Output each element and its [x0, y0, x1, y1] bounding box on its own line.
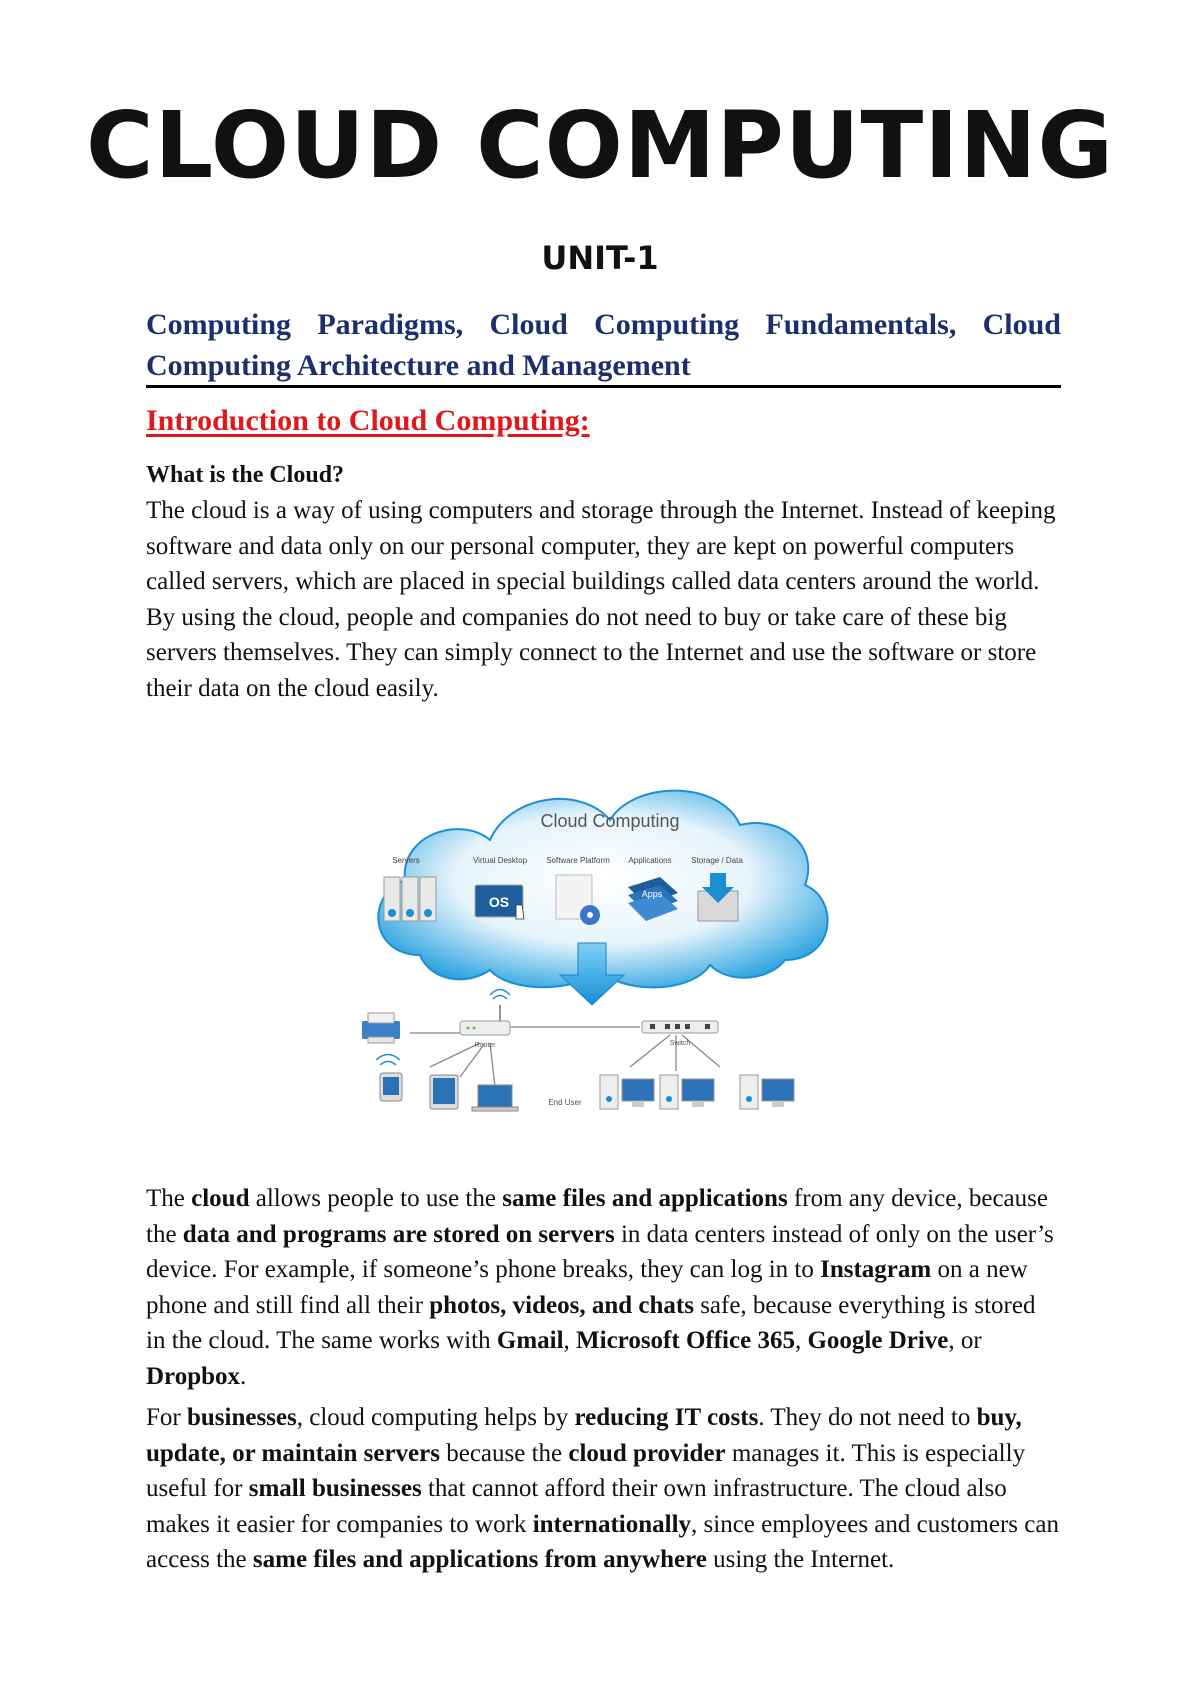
virtual-desktop-icon — [475, 885, 524, 919]
bold-run: photos, videos, and chats — [429, 1291, 694, 1319]
bold-run: reducing IT costs — [574, 1404, 759, 1431]
printer-icon — [362, 1013, 400, 1043]
text-run: . They do not need to — [758, 1404, 977, 1431]
text-run: , since employees and customers can access the — [146, 1510, 1059, 1573]
paragraph-2 — [146, 1181, 1061, 1394]
bold-run: internationally — [532, 1510, 692, 1538]
bold-run: businesses — [186, 1404, 297, 1431]
bold-run: cloud provider — [568, 1439, 726, 1467]
text-run: that cannot afford their own infrastructure. The cloud also makes it easier for companies to work — [146, 1475, 1007, 1538]
unit-subtitle: Computing Paradigms, Cloud Computing Fundamentals, Cloud Computing Architecture and Management — [146, 308, 1061, 382]
category-servers: Servers — [392, 856, 420, 865]
text-run: from any device, because the — [146, 1185, 1048, 1248]
text-run: on a new phone and still find all their — [146, 1256, 1028, 1319]
text-run: using the Internet. — [706, 1546, 895, 1573]
text-run: manages it. This is especially useful for — [146, 1439, 1026, 1502]
text-run: , or — [948, 1327, 982, 1354]
category-applications: Applications — [628, 856, 672, 865]
question-heading: What is the Cloud? — [146, 462, 345, 488]
bold-run: Gmail — [496, 1327, 564, 1354]
servers-icon — [384, 877, 436, 921]
desktop-computer-icon — [660, 1075, 714, 1109]
desktop-computer-icon — [740, 1075, 794, 1109]
bold-run: Microsoft Office 365 — [576, 1327, 795, 1354]
bold-run: data and programs are stored on servers — [182, 1220, 615, 1248]
phone-icon — [376, 1055, 402, 1102]
laptop-icon — [472, 1085, 518, 1111]
os-label: OS — [488, 894, 510, 910]
bold-run: small businesses — [248, 1475, 422, 1502]
text-run: The — [146, 1185, 192, 1212]
text-run: . — [240, 1362, 247, 1390]
bold-run: same files and applications from anywhere — [252, 1546, 707, 1573]
paragraph-1: The cloud is a way of using computers and storage through the Internet. Instead of keeping software and data only on our personal computer, they are kept on powerful computers called servers, which are placed in special buildings called data centers around the world. By using the cloud, people and companies do not need to buy or take care of these big servers themselves. They can simply connect to the Internet and use the software or store their data on the cloud easily. — [146, 497, 1056, 702]
text-run: safe, because everything is stored in the cloud. The same works with — [146, 1291, 1036, 1354]
paragraph-3 — [146, 1400, 1061, 1578]
switch-icon — [642, 1021, 718, 1033]
text-run: in data centers instead of only on the user’s device. For example, if someone’s phone breaks, they can log in to — [146, 1220, 1054, 1283]
bold-run: Dropbox — [146, 1362, 241, 1390]
category-virtual-desktop: Virtual Desktop — [472, 856, 528, 865]
end-user-label: End User — [548, 1098, 582, 1107]
category-software-platform: Software Platform — [546, 856, 610, 865]
cloud-title: Cloud Computing — [540, 811, 680, 831]
bold-run: Google Drive — [807, 1327, 949, 1354]
switch-label: Switch — [669, 1040, 691, 1047]
bold-run: Instagram — [820, 1256, 932, 1283]
section-heading: Introduction to Cloud Computing: — [146, 404, 590, 437]
horizontal-rule — [146, 385, 1061, 388]
apps-label: Apps — [641, 889, 663, 899]
router-icon — [460, 990, 510, 1036]
cloud-computing-diagram — [360, 765, 845, 1155]
text-run: For — [146, 1404, 187, 1431]
text-run: allows people to use the — [249, 1185, 503, 1212]
bold-run: buy, update, or maintain servers — [146, 1404, 1022, 1467]
tablet-icon — [430, 1075, 458, 1109]
document-title: CLOUD COMPUTING — [85, 92, 1115, 199]
text-run: , — [563, 1327, 577, 1354]
text-run: because the — [439, 1439, 569, 1467]
bold-run: same files and applications — [502, 1185, 788, 1212]
bold-run: cloud — [191, 1185, 250, 1212]
unit-label: UNIT-1 — [541, 239, 659, 277]
text-run: , cloud computing helps by — [296, 1404, 575, 1431]
router-label: Router — [474, 1042, 496, 1049]
desktop-computer-icon — [600, 1075, 654, 1109]
category-storage-data: Storage / Data — [691, 856, 743, 865]
text-run: , — [794, 1327, 808, 1354]
